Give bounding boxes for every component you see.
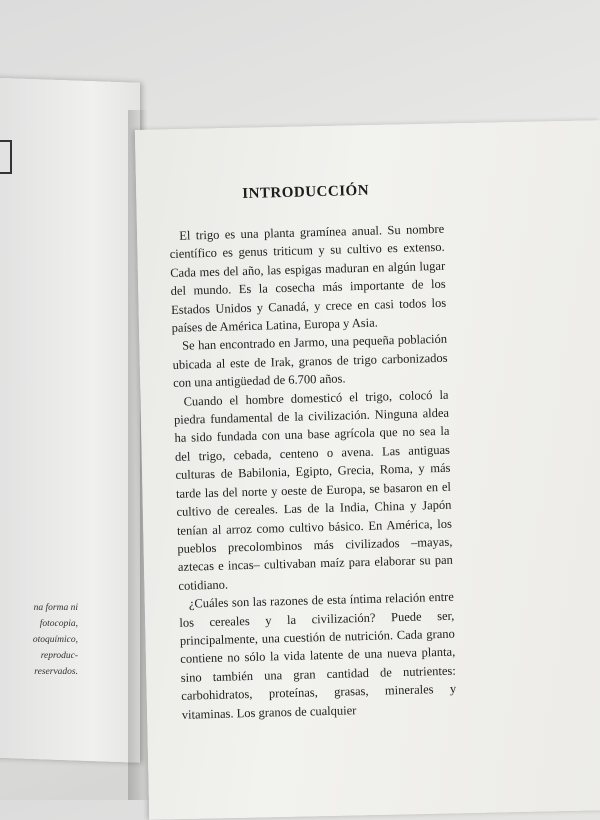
paragraph-2: Se han encontrado en Jarmo, una pequeña población ubicada al este de Irak, granos de trigo carbonizados con una antigüedad de 6.700 años. xyxy=(172,332,448,391)
paragraph-3: Cuando el hombre domesticó el trigo, colocó la piedra fundamental de la civilización. Ninguna aldea ha sido fundada con una base agrícola que no sea la del trigo, cebada, centeno o avena. Las antiguas culturas de Babilonia, Egipto, Grecia, Roma, y más tarde las del norte y oeste de Europa, se basaron en el cultivo de cereales. Las de la India, China y Japón tenían al arroz como cultivo básico. En América, los pueblos precolombinos más civilizados –mayas, aztecas e incas– cultivaban maíz para elaborar su pan cotidiano. xyxy=(173,387,454,593)
snippet-line: otoquímico, xyxy=(32,635,78,645)
snippet-line: na forma ni xyxy=(33,603,78,613)
page-content xyxy=(168,181,457,724)
left-page-frame-mark xyxy=(0,140,12,174)
chapter-heading: INTRODUCCIÓN xyxy=(242,182,370,203)
snippet-line: fotocopia, xyxy=(39,619,78,629)
left-page-copyright-snippet xyxy=(0,600,78,680)
snippet-line: reproduc- xyxy=(40,651,78,661)
paragraph-4: ¿Cuáles son las razones de esta íntima relación entre los cereales y la civilización? Puede ser, principalmente, una cuestión de nutrición. Cada grano contiene no sólo la vida latente de una nueva planta, sino también una gran cantidad de nutrientes: carbohidratos, proteínas, grasas, minerales y vitaminas. Los granos de cualquier xyxy=(179,589,457,722)
paragraph-1: El trigo es una planta gramínea anual. Su nombre científico es genus triticum y su cultivo es extenso. Cada mes del año, las espigas maduran en algún lugar del mundo. Es la cosecha más importante de los Estados Unidos y Canadá, y crece en casi todos los países de América Latina, Europa y Asia. xyxy=(169,221,447,335)
snippet-line: reservados. xyxy=(34,667,78,677)
